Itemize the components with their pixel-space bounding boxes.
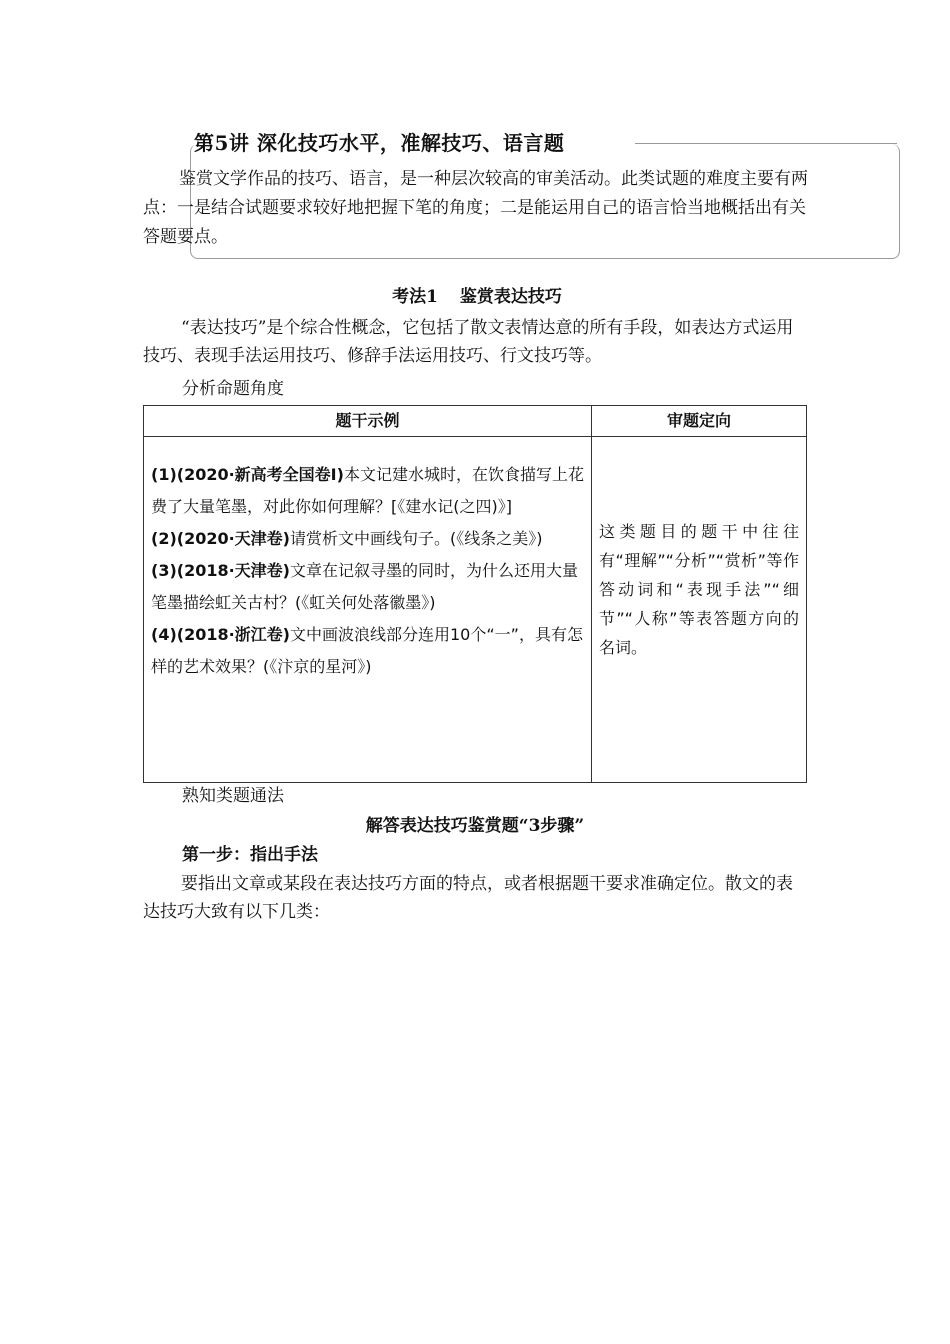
example-text: 文中画波浪线部分连用10个“一”，具有怎样的艺术效果？(《汴京的星河》) <box>151 625 583 676</box>
example-item <box>151 459 584 523</box>
example-source: (3)(2018·天津卷) <box>151 561 290 580</box>
definition-paragraph: “表达技巧”是个综合性概念，它包括了散文表情达意的所有手段，如表达方式运用技巧、表现手法运用技巧、修辞手法运用技巧、行文技巧等。 <box>143 318 794 366</box>
section-heading <box>0 284 950 310</box>
example-source: (2)(2020·天津卷) <box>151 529 290 548</box>
example-item <box>151 619 584 683</box>
example-text: 文章在记叙寻墨的同时，为什么还用大量笔墨描绘虹关古村？(《虹关何处落徽墨》) <box>151 561 579 612</box>
example-item <box>151 523 584 555</box>
table-header-examples: 题干示例 <box>335 411 400 430</box>
method-label: 熟知类题通法 <box>182 786 284 806</box>
section-label: 考法1 <box>392 287 438 307</box>
example-source: (1)(2020·新高考全国卷Ⅰ) <box>151 465 344 484</box>
banner-divider <box>635 143 897 144</box>
step1-paragraph: 要指出文章或某段在表达技巧方面的特点，或者根据题干要求准确定位。散文的表达技巧大致有以下几类： <box>143 874 793 922</box>
example-source: (4)(2018·浙江卷) <box>151 625 290 644</box>
example-text: 本文记建水城时，在饮食描写上花费了大量笔墨，对此你如何理解？[《建水记(之四)》] <box>151 465 584 516</box>
step1-title: 第一步：指出手法 <box>182 845 318 865</box>
lesson-title: 第5讲 深化技巧水平，准解技巧、语言题 <box>194 128 572 158</box>
table-header-guidance: 审题定向 <box>666 411 731 430</box>
section-title: 鉴赏表达技巧 <box>459 287 562 307</box>
lesson-intro: 鉴赏文学作品的技巧、语言，是一种层次较高的审美活动。此类试题的难度主要有两点：一是结合试题要求较好地把握下笔的角度；二是能运用自己的语言恰当地概括出有关答题要点。 <box>143 169 808 247</box>
example-item <box>151 555 584 619</box>
table-cell-guidance: 这类题目的题干中往往有“理解”“分析”“赏析”等作答动词和“表现手法”“细节”“人称”等表答题方向的名词。 <box>599 522 799 657</box>
table-cell-examples <box>151 459 584 683</box>
table-column-divider <box>591 406 592 782</box>
example-text: 请赏析文中画线句子。(《线条之美》) <box>290 529 543 548</box>
steps-title: 解答表达技巧鉴赏题“3步骤” <box>365 816 585 836</box>
analysis-label: 分析命题角度 <box>182 379 284 399</box>
